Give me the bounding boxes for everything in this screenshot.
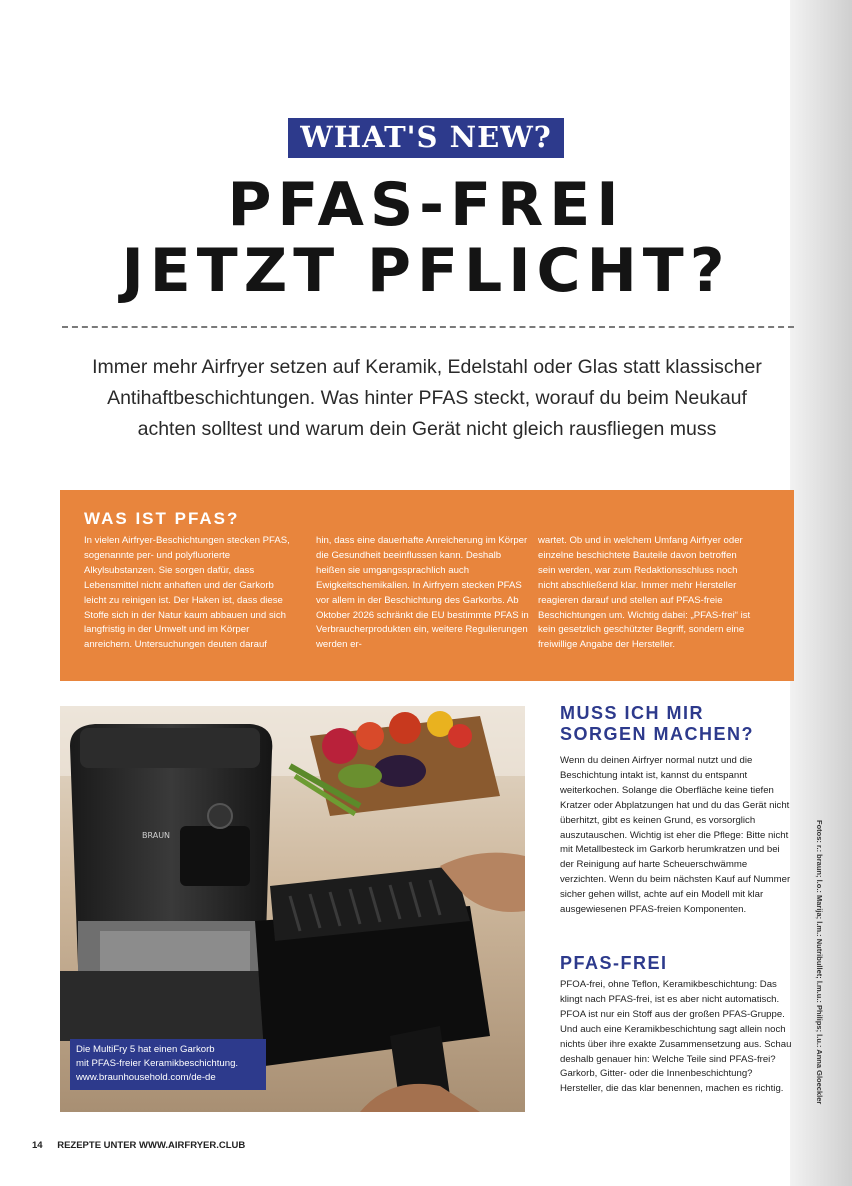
- info-box: [60, 490, 794, 681]
- footer-link-text: REZEPTE UNTER WWW.AIRFRYER.CLUB: [57, 1140, 246, 1151]
- info-col-1: In vielen Airfryer-Beschichtungen stecken PFAS, sogenannte per- und polyfluorierte Alkylsubstanzen. Sie sorgen dafür, dass Lebensmittel nicht anhaften und der Garkorb leicht zu reinigen ist. Der Haken ist, dass diese Stoffe sich in der Natur kaum abbauen und sich langfristig in der Umwelt und im Körper anreichern. Untersuchungen deuten darauf: [84, 535, 290, 651]
- worry-title-line-1: MUSS ICH MIR: [560, 703, 704, 723]
- airfryer-device: [60, 724, 280, 1041]
- caption-line-2: mit PFAS-freier Keramikbeschichtung.: [76, 1058, 239, 1069]
- worry-title: [560, 703, 754, 745]
- airfryer-photo: [60, 706, 525, 1112]
- caption-line-3: www.braunhousehold.com/de-de: [76, 1072, 216, 1083]
- info-col-2: hin, dass eine dauerhafte Anreicherung im Körper die Gesundheit beeinflussen kann. Deshalb heißen sie umgangssprachlich auch Ewigkeitschemikalien. In Airfryern stecken PFAS vor allem in der Beschichtung des Garkorbs. Ab Oktober 2026 schränkt die EU bestimmte PFAS in Verbraucherprodukten ein, weitere Regulierungen werden er-: [316, 535, 529, 651]
- lead-line-1: Immer mehr Airfryer setzen auf Keramik, Edelstahl oder Glas statt klassischer: [92, 356, 762, 378]
- kicker-wrap: [0, 118, 852, 158]
- pfas-free-body: PFOA-frei, ohne Teflon, Keramikbeschichtung: Das klingt nach PFAS-frei, ist es aber nicht automatisch. PFOA ist nur ein Stoff aus der großen PFAS-Gruppe. Und auch eine Keramikbeschichtung sagt allein noch nichts über ihre exakte Zusammensetzung aus. Schau deshalb genauer hin: Welche Teile sind PFAS-frei? Garkorb, Gitter- oder die Innenbeschichtung? Hersteller, die das klar benennen, machen es richtig.: [560, 979, 792, 1095]
- lead-paragraph: [52, 352, 802, 445]
- headline: [100, 172, 752, 304]
- worry-title-line-2: SORGEN MACHEN?: [560, 724, 755, 744]
- lead-line-2: Antihaftbeschichtungen. Was hinter PFAS steckt, worauf du beim Neukauf: [107, 387, 747, 409]
- info-box-title: WAS IST PFAS?: [84, 509, 240, 528]
- info-col-3: wartet. Ob und in welchem Umfang Airfryer oder einzelne beschichtete Bauteile davon betroffen sein werden, war zum Redaktionsschluss noch nicht abschließend klar. Immer mehr Hersteller reagieren darauf und stellen auf PFAS-freie Beschichtungen um. Wichtig dabei: „PFAS-frei“ ist kein gesetzlich geschützter Begriff, sondern eine freiwillige Angabe der Hersteller.: [538, 535, 751, 651]
- brand-label: BRAUN: [142, 831, 171, 840]
- lead-line-3: achten solltest und warum dein Gerät nicht gleich rausfliegen muss: [137, 418, 717, 440]
- photo-credit: Fotos: r.: braun; l.o.: Marija; l.m.: Nutribullet; l.m.u.: Philips; l.u.: Anna Gloeckler: [815, 820, 824, 1105]
- kicker-badge: WHAT'S NEW?: [288, 118, 564, 158]
- photo-caption: [70, 1039, 266, 1090]
- pfas-free-title: PFAS-FREI: [560, 953, 668, 973]
- dashed-divider: [62, 326, 794, 328]
- headline-line-2: JETZT PFLICHT?: [121, 236, 731, 306]
- headline-line-1: PFAS-FREI: [227, 170, 625, 240]
- page-footer: [32, 1140, 245, 1151]
- page-number: 14: [32, 1140, 43, 1151]
- worry-body: Wenn du deinen Airfryer normal nutzt und die Beschichtung intakt ist, kannst du entspannt weiterkochen. Solange die Oberfläche keine tiefen Kratzer oder Abplatzungen hat und du das Gerät nicht überhitzt, gibt es keinen Grund, es vorsorglich auszutauschen. Wichtig ist eher die Pflege: Bitte nicht mit Metallbesteck im Garkorb herumkratzen und bei der Reinigung auf harte Scheuerschwämme verzichten. Wenn du beim nächsten Kauf auf Nummer sicher gehen willst, achte auf ein Modell mit klar ausgewiesenen PFAS-freien Komponenten.: [560, 755, 791, 916]
- caption-line-1: Die MultiFry 5 hat einen Garkorb: [76, 1044, 215, 1055]
